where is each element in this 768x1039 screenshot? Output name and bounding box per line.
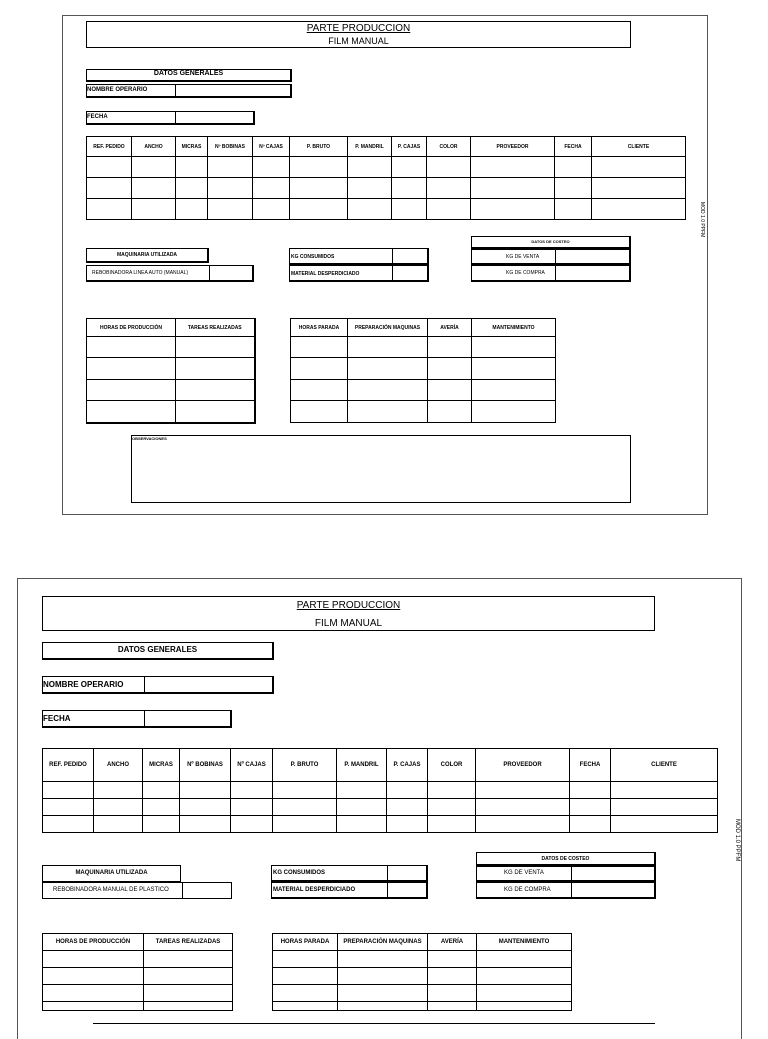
col-header-ancho: ANCHO <box>132 137 176 157</box>
date-value-divider <box>175 112 176 123</box>
machinery-divider <box>209 266 210 280</box>
general-data-header: DATOS GENERALES <box>42 642 274 660</box>
date-value-divider <box>144 711 145 726</box>
col-header-micras: MICRAS <box>176 137 208 157</box>
date-field[interactable] <box>86 111 255 125</box>
form-subtitle: FILM MANUAL <box>328 36 389 46</box>
machinery-header: MAQUINARIA UTILIZADA <box>42 865 181 882</box>
form-title: PARTE PRODUCCION <box>306 23 411 34</box>
table-row[interactable] <box>87 401 255 423</box>
kg-consumed-label: KG CONSUMIDOS <box>291 254 335 260</box>
machinery-divider <box>182 883 183 898</box>
col-header-stop-hours: HORAS PARADA <box>273 934 338 951</box>
col-header-machine-prep: PREPARACIÓN MAQUINAS <box>348 319 428 337</box>
operator-field[interactable] <box>42 676 274 694</box>
waste-divider <box>387 883 388 897</box>
table-row[interactable] <box>43 816 718 833</box>
table-row[interactable] <box>87 337 255 358</box>
col-header-production-hours: HORAS DE PRODUCCIÓN <box>87 319 176 337</box>
table-row[interactable] <box>43 968 233 985</box>
col-header-p-bruto: P. BRUTO <box>290 137 348 157</box>
table-row[interactable] <box>87 358 255 380</box>
table-row[interactable] <box>43 985 233 1002</box>
date-field[interactable] <box>42 710 232 728</box>
kg-consumed-divider <box>392 249 393 263</box>
date-label: FECHA <box>43 714 71 723</box>
kg-sale-row[interactable] <box>471 249 631 265</box>
kg-consumed-row[interactable] <box>289 248 429 265</box>
table-row[interactable] <box>273 968 572 985</box>
col-header-p-mandril: P. MANDRIL <box>348 137 392 157</box>
col-header-color: COLOR <box>428 749 476 782</box>
col-header-n-cajas: Nº CAJAS <box>231 749 273 782</box>
form-title-box <box>86 21 631 48</box>
observations-box[interactable] <box>131 435 631 503</box>
table-row[interactable] <box>273 951 572 968</box>
col-header-cliente: CLIENTE <box>611 749 718 782</box>
col-header-n-bobinas: Nº BOBINAS <box>208 137 253 157</box>
kg-consumed-row[interactable] <box>271 865 428 882</box>
form-subtitle: FILM MANUAL <box>314 618 383 629</box>
col-header-tasks-done: TAREAS REALIZADAS <box>144 934 233 951</box>
col-header-cliente: CLIENTE <box>592 137 686 157</box>
table-row[interactable] <box>291 380 556 401</box>
kg-sale-label: KG DE VENTA <box>506 254 540 260</box>
col-header-color: COLOR <box>427 137 471 157</box>
machinery-value-row[interactable] <box>86 265 254 282</box>
col-header-fecha: FECHA <box>570 749 611 782</box>
col-header-maintenance: MANTENIMIENTO <box>477 934 572 951</box>
col-header-machine-prep: PREPARACIÓN MAQUINAS <box>338 934 428 951</box>
col-header-maintenance: MANTENIMIENTO <box>472 319 556 337</box>
kg-purchase-row[interactable] <box>476 882 656 899</box>
form-title: PARTE PRODUCCION <box>296 600 401 611</box>
table-row[interactable] <box>87 380 255 401</box>
cost-header: DATOS DE COSTEO <box>471 236 631 249</box>
side-code: MOD 1.0 PPFM <box>734 819 740 862</box>
table-row[interactable] <box>87 157 686 178</box>
kg-sale-row[interactable] <box>476 866 656 882</box>
kg-purchase-divider <box>571 883 572 897</box>
cost-header: DATOS DE COSTEO <box>476 852 656 866</box>
operator-label: NOMBRE OPERARIO <box>87 87 148 93</box>
machinery-value-row[interactable] <box>42 882 232 899</box>
col-header-ref-pedido: REF. PEDIDO <box>43 749 94 782</box>
kg-sale-label: KG DE VENTA <box>504 870 544 876</box>
side-code: MOD 1.0 PPFM <box>699 202 705 238</box>
table-row[interactable] <box>43 782 718 799</box>
form-sheet-2 <box>17 578 742 1039</box>
kg-purchase-label: KG DE COMPRA <box>504 887 551 893</box>
col-header-ancho: ANCHO <box>94 749 143 782</box>
col-header-proveedor: PROVEEDOR <box>476 749 570 782</box>
kg-consumed-label: KG CONSUMIDOS <box>273 870 326 876</box>
kg-consumed-divider <box>387 866 388 880</box>
machinery-header: MAQUINARIA UTILIZADA <box>86 248 209 263</box>
col-header-n-cajas: Nº CAJAS <box>253 137 290 157</box>
kg-purchase-label: KG DE COMPRA <box>506 270 545 276</box>
table-row[interactable] <box>291 358 556 380</box>
col-header-breakdown: AVERÍA <box>428 319 472 337</box>
waste-divider <box>392 266 393 280</box>
operator-field[interactable] <box>86 84 292 98</box>
table-row[interactable] <box>43 951 233 968</box>
col-header-fecha: FECHA <box>555 137 592 157</box>
machinery-value: REBOBINADORA LINEA AUTO (MANUAL) <box>92 270 189 276</box>
production-hours-table <box>42 933 233 1011</box>
table-row[interactable] <box>291 401 556 423</box>
waste-row[interactable] <box>289 265 429 282</box>
order-table <box>42 748 718 833</box>
downtime-table <box>272 933 572 1011</box>
table-row[interactable] <box>87 178 686 199</box>
operator-value-divider <box>175 85 176 96</box>
waste-label: MATERIAL DESPERDICIADO <box>273 887 356 893</box>
table-row[interactable] <box>43 1002 233 1011</box>
col-header-p-bruto: P. BRUTO <box>273 749 337 782</box>
col-header-p-cajas: P. CAJAS <box>387 749 428 782</box>
col-header-p-cajas: P. CAJAS <box>392 137 427 157</box>
table-row[interactable] <box>273 1002 572 1011</box>
table-row[interactable] <box>43 799 718 816</box>
table-row[interactable] <box>291 337 556 358</box>
kg-purchase-row[interactable] <box>471 265 631 282</box>
kg-sale-divider <box>571 867 572 880</box>
col-header-proveedor: PROVEEDOR <box>471 137 555 157</box>
form-sheet-1 <box>62 15 708 515</box>
downtime-table <box>290 318 556 423</box>
form-title-box <box>42 596 655 631</box>
table-row[interactable] <box>273 985 572 1002</box>
table-row[interactable] <box>87 199 686 220</box>
col-header-stop-hours: HORAS PARADA <box>291 319 348 337</box>
col-header-p-mandril: P. MANDRIL <box>337 749 387 782</box>
col-header-breakdown: AVERÍA <box>428 934 477 951</box>
waste-label: MATERIAL DESPERDICIADO <box>291 271 360 277</box>
col-header-production-hours: HORAS DE PRODUCCIÓN <box>43 934 144 951</box>
kg-purchase-divider <box>555 266 556 280</box>
date-label: FECHA <box>87 114 108 120</box>
operator-value-divider <box>144 677 145 692</box>
kg-sale-divider <box>555 250 556 263</box>
general-data-header: DATOS GENERALES <box>86 69 292 82</box>
operator-label: NOMBRE OPERARIO <box>43 680 124 689</box>
col-header-micras: MICRAS <box>143 749 180 782</box>
production-hours-table <box>86 318 256 424</box>
machinery-value: REBOBINADORA MANUAL DE PLASTICO <box>53 887 169 893</box>
observations-label: OBSERVACIONES <box>132 436 167 441</box>
col-header-ref-pedido: REF. PEDIDO <box>87 137 132 157</box>
col-header-tasks-done: TAREAS REALIZADAS <box>176 319 255 337</box>
col-header-n-bobinas: Nº BOBINAS <box>180 749 231 782</box>
order-table <box>86 136 686 220</box>
waste-row[interactable] <box>271 882 428 899</box>
